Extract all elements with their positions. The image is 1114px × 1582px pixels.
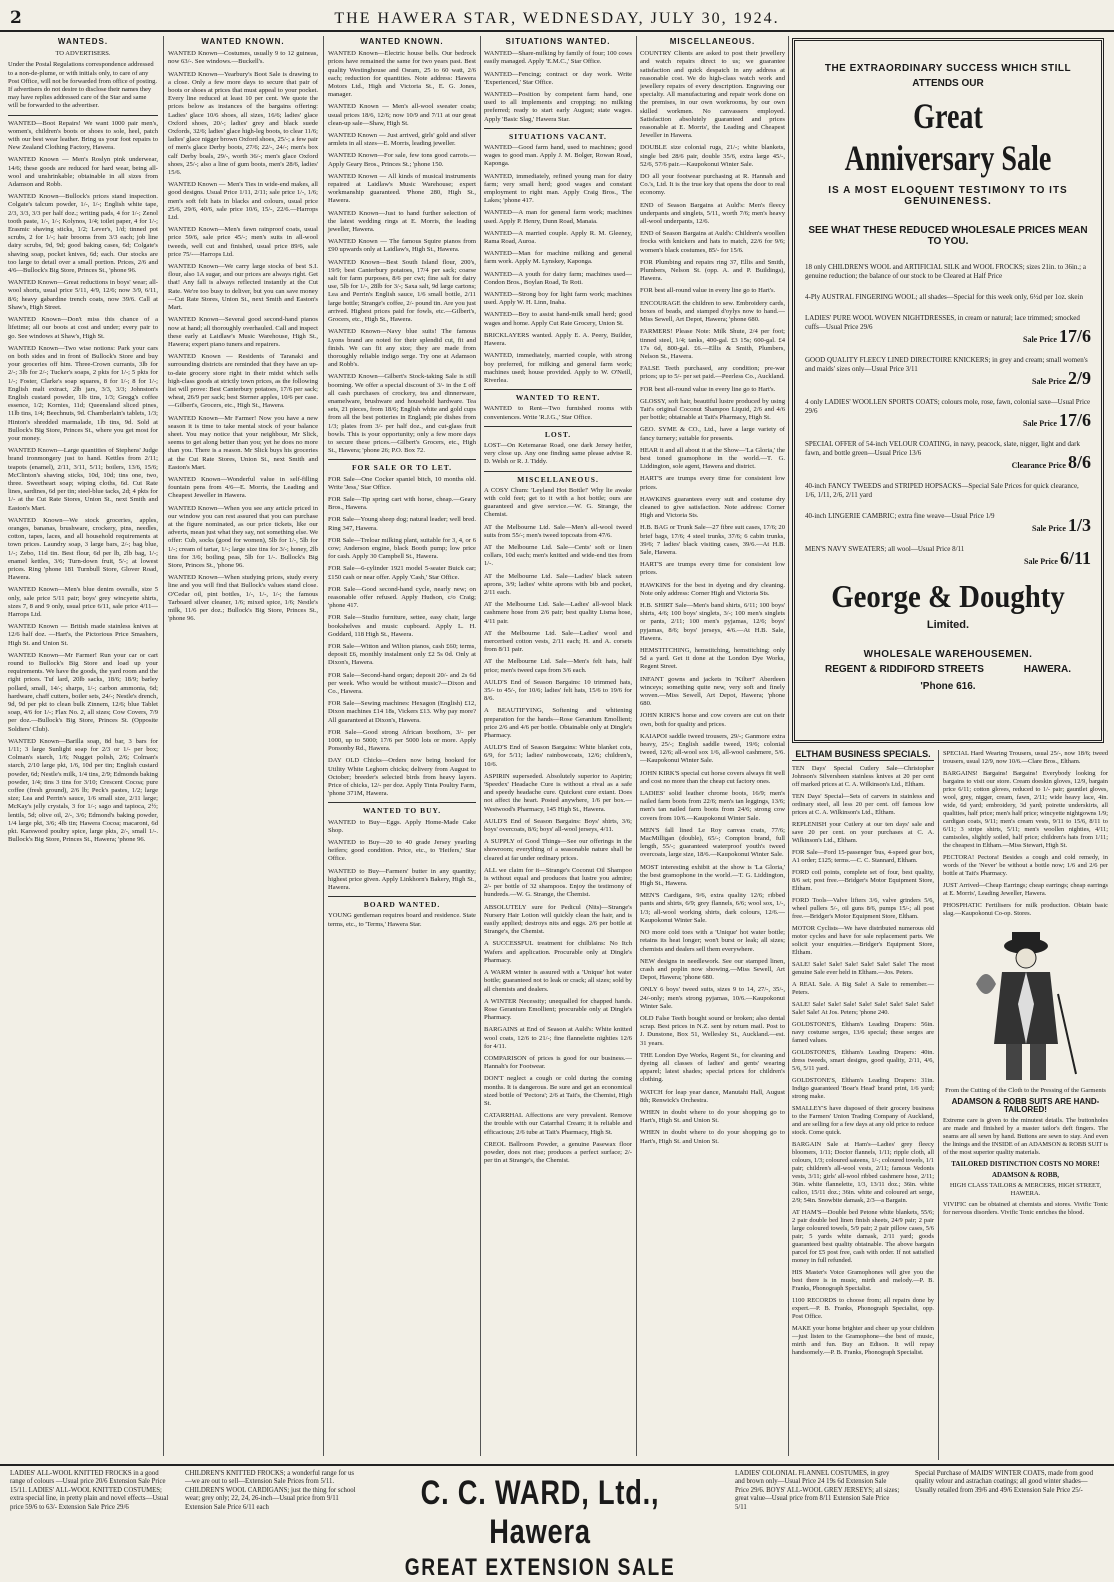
classified-ad: WANTED Known — Just arrived, girls' gold and silver armlets in all sizes—E. Morris, leading jeweller. xyxy=(328,132,476,148)
classified-ad: TEN Days' Special Cutlery Sale—Christopher Johnson's Silversheen stainless knives at 20 per cent off marked prices at C. A. Wilkinson's Ltd., Eltham. xyxy=(792,765,934,788)
classified-ad: WANTED Known—Don't miss this chance of a lifetime; all our boots at cost and under; every pair to go. See windows at Shaw's, High St. xyxy=(8,316,158,340)
classified-ad: WATCH for leap year dance, Manutahi Hall, August 8th; Renwick's Orchestra. xyxy=(640,1088,785,1104)
classified-ad: SMALLEY'S have disposed of their grocery business to the Farmers' Union Trading Company of Auckland, and are selling for a few days at any old price to reduce stock. Come quick. xyxy=(792,1105,934,1136)
classified-ad: WANTED—Share-milking by family of four; 100 cows easily managed. Apply 'E.M.C.,' Star Office. xyxy=(484,50,632,66)
sale-item-text: LADIES' PURE WOOL WOVEN NIGHTDRESSES, in cream or natural; lace trimmed; smocked cuffs—Usual Price 29/6 xyxy=(805,314,1080,331)
classified-ad: FORD coil points, complete set of four, best quality, 8/6 set; post free.—Bridger's Motor Equipment Store, Eltham. xyxy=(792,869,934,892)
masthead xyxy=(0,0,1114,32)
misc-list xyxy=(640,50,785,1146)
classified-ad: HEMSTITCHING, hemstitching, hemstitching; only 5d a yard. Get it done at the London Dye Works, Regent Street. xyxy=(640,647,785,671)
classified-ad: FALSE Teeth purchased, any condition; pre-war prices; up to 5/- per set paid.—Peerless Co., Auckland. xyxy=(640,365,785,381)
column-heading: WANTED KNOWN. xyxy=(201,37,285,46)
column-wanteds xyxy=(8,36,158,1456)
tailor-tagline: TAILORED DISTINCTION COSTS NO MORE! xyxy=(951,1160,1100,1168)
sale-item-text: GOOD QUALITY FLEECY LINED DIRECTOIRE KNICKERS; in grey and cream; small women's and maids' sizes only—Usual Price 3/11 xyxy=(805,356,1088,373)
classified-ad: WANTED Known—We carry large stocks of best S.I. flour, also 1A sugar, and our prices are always right. Get that! Any fall is always reflected instantly at the Cut Rate. We're too busy to deliver, but you can save money—Cut Rate Stores, Union St., next Smith and Easton's Mart. xyxy=(168,263,318,312)
tailor-name: ADAMSON & ROBB, xyxy=(991,1171,1060,1179)
classified-ad: LOST—On Ketemarae Road, one dark Jersey heifer, very close up. Any one finding same please advise R. D. Welsh or R. J. Tiddy. xyxy=(484,441,632,466)
classified-ad: FOR Sale—Good second-hand cycle, nearly new; on reasonable offer refused. Apply Hudson, c/o Craig; 'phone 417. xyxy=(328,585,476,610)
classified-ad: FOR Sale—Studio furniture, settee, easy chair, large bookshelves and music cupboard. Apply L. H. Goddard, 118 High St., Hawera. xyxy=(328,614,476,638)
classified-ad: FOR Sale—Ford 15-passenger 'bus, 4-speed gear box, A1 order; £125; terms.—C. C. Stannard, Eltham. xyxy=(792,849,934,864)
classified-ad: ASPIRIN superseded. Absolutely superior to Aspirin; 'Speedex' Headache Cure is without a rival as a safe and speedy headache cure. Quickest cure extant. Does not affect the heart. Posted anywhere, 1/6 per box.—Westwood's Pharmacy, 145 High St., Hawera. xyxy=(484,772,632,813)
classified-ad: WANTED Known—Large quantities of Stephens' Judge brand ironmongery just to hand. Kettles from 2/11; teapots (enamel), 2/11, 3/11, 5/11; boilers, 13/6, 15/6; McClinton's shaving sticks, 10d, 10d; tins one, two, three. Sweetheart soap; wiping cloths, 6d. Cut Rate lines, sardines, 6d per tin; steel-blue tacks, 2d; 4 pkts for 1/- at the Cut Rate Stores, Union St., next Smith and Easton's Mart. xyxy=(8,447,158,512)
classified-ad: WANTED Known—Barilla soap, 8d bar, 3 bars for 1/11; 3 large Sunlight soap for 2/3 or 1/- per box; Colman's starch, 1/6; Nugget polish, 2/6; Colman's starch, 2/10 large pkt, 1/6, 10d per tin; English custard powder, 6d; Nestle's milk, 1/4 tins, 2/9; Edmonds baking powder, 1/4; tins 3 tins for 3/10; Crescent Cocoa; pure coffee (fresh ground), 2/6 lb; Peck's pastes, 1/2; large size; Lea and Perrin's sauce, 1/6 small size, 2/11 large; McKay's jelly crystals, 3 for 1/-; sago and tapioca, 2½; lentils, 5d; olive oil, 2/-, 3/6; Edmond's baking powder, 1/4 large pkt, 3/6; 4lb tin; Hawera Cocoa; macaroni, 6d pkt. Karswood poultry spice, large pkts, 2/-, small 1/-. Bullock's Big Store, Princes St., Hawera; 'phone 96. xyxy=(8,737,158,844)
ad-list xyxy=(328,50,476,455)
right-ads-list xyxy=(943,750,1108,918)
classified-ad: JOHN KIRK'S horse and cow covers are cut on their own, both for quality and prices. xyxy=(640,712,785,728)
classified-ad: WANTED Known—Costumes, usually 9 to 12 guineas, now 63/-. See windows.—Buckell's. xyxy=(168,50,318,66)
classified-ad: SALE! Sale! Sale! Sale! Sale! Sale! Sale! The most genuine Sale ever held in Eltham.—Jos. Peters. xyxy=(792,961,934,976)
classified-ad: WANTED to Rent—Two furnished rooms with conveniences. Write 'R.J.G.,' Star Office. xyxy=(484,405,632,421)
ad-town: HAWERA. xyxy=(1023,664,1071,675)
classified-ad: H.B. SHIRT Sale—Men's band shirts, 6/11; 100 boys' shirts, 4/6; 100 boys' singlets, 3/-; 100 men's singlets or pants, 2/11; 100 men's pyjamas, 12/6; boys' pyjamas, 8/6; boys' jerseys, 4/6.—At H.B. Sale, Hawera. xyxy=(640,601,785,642)
classified-ad: ONLY 6 boys' tweed suits, sizes 9 to 14, 27/-, 35/-, 24/-only; men's strong pyjamas, 10/6.—Kaupokonui Winter Sale. xyxy=(640,986,785,1010)
classified-ad: FOR Sale—Young sheep dog; natural leader; well bred. Ring 347, Hawera. xyxy=(328,516,476,532)
classified-ad: AT the Melbourne Ltd. Sale—Men's felt hats, half price; men's tweed caps from 3/6 each. xyxy=(484,658,632,674)
classified-ad: ABSOLUTELY sure for Pedicul (Nits)—Strange's Nursery Hair Lotion will quickly clean the hair, and is easily applied; destroys nits and eggs. 2/6 per bottle at Strange's, the Chemist. xyxy=(484,903,632,936)
classified-ad: HEAR it and all about it at the Show—'La Gloria,' the best toned gramophone in the world.—T. G. Liddington, sole agent, Hawera and district. xyxy=(640,446,785,471)
sale-item-price: Sale Price 17/6 xyxy=(1023,410,1091,430)
classified-ad: HART'S are trumps every time for consistent low prices. xyxy=(640,561,785,577)
classified-ad: AT the Melbourne Ltd. Sale—Ladies' all-wool black cashmere hose from 2/6 pair; best quality Lisma hose, 4/11 pair. xyxy=(484,601,632,625)
column-heading: WANTEDS. xyxy=(57,37,109,46)
classified-ad: WANTED Known — All kinds of musical instruments repaired at Laidlaw's Music Warehouse; expert workmanship guaranteed. 'Phone 280, High St., Hawera. xyxy=(328,172,476,205)
classified-ad: WANTED to Buy—Eggs. Apply Home-Made Cake Shop. xyxy=(328,818,476,834)
classified-ad: MAKE your home brighter and cheer up your children—just listen to the Gramophone—the best of music, mirth and fun. Buy an Edison. It will repay handsomely.—P. B. Franks, Phonograph Specialist. xyxy=(792,1325,934,1356)
notice-heading: TO ADVERTISERS. xyxy=(55,50,111,58)
sale-item-text: 40-inch LINGERIE CAMBRIC; extra fine weave—Usual Price 1/9 xyxy=(805,512,995,520)
adamson-robb-advertisement xyxy=(943,924,1108,1217)
sale-item-text: SPECIAL OFFER of 54-inch VELOUR COATING, in navy, peacock, slate, nigger, light and dark fawn, and bottle green—Usual Price 13/6 xyxy=(805,440,1080,457)
classified-ad: AT HAM'S—Double bed Petone white blankets, 55/6; 2 pair double bed linen finish sheets, 24/9 pair; 2 pair large coloured towels, 5/9 pair; 2 pair pillow cases, 5/6 pair; 5 yards white damask, 2/11 yard; goods guaranteed best quality obtainable. The above bargain parcel for £5 post free, cash with order. If not satisfied money in full refunded. xyxy=(792,1209,934,1264)
tailor-body: Extreme care is given to the minutest details. The buttonholes are made and finished by a master tailor's deft fingers. The seams are all sewn by hand. Buttons are sewn to stay. And even the linings and the INSIDE of an ADAMSON & ROBB SUIT is of the most superior quality materials. xyxy=(943,1117,1108,1156)
classified-ad: WANTED Known—For sale, few tons good carrots.—Apply Geary Bros., Princes St.; 'phone 150. xyxy=(328,152,476,168)
classified-ad: WANTED Known—Yearbury's Boot Sale is drawing to a close. Only a few more days to secure that pair of boots or shoes at prices that must appeal to your pocket. Every line reduced at least 10 per cent. We quote the prices below as instances of the bargains offering: Ladies' glace 10/6 shoes, all sizes, 16/6; ladies' glace Oxford shoes, 20/-; ladies' grey and black suede Oxfords, 32/6; ladies' glace high-leg boots, to clear 11/6; ladies' glace nigger brown Oxford shoes, 25/-; a few pair of men's glace Derby boots, 27/6; 22/-, 24/-; men's box calf Derby boals, 29/-, worth 36/-; men's glace Oxford shoes, 25/-; also a line of gum boots, men's 28/6, ladies' 15/6. xyxy=(168,70,318,177)
misc-heading: MISCELLANEOUS. xyxy=(517,474,599,484)
classified-ad: WANTED Known—Mr Farmer! Run your car or cart round to Bullock's Big Store and load up your requirements. We have the goods, the yard room and the right prices. Tuf lard, 20lb sacks, 18/6; 18/9; barley pollard, small, 14/-; sharps, 1/-; carbon ammonia, 6d; hardware, chaff cutters, boiler sets, 24/-; Nestle's drench, 9d, 9d per pkt to clean bulk Zinnem, 12/6; blue Tablet soap, 4/6 for 1/-; Flax No. 2, all sizes; Cow Covers, 7/9 per doz.—Bullock's Big Store, Princes St. (Opposite Soldiers' Club). xyxy=(8,651,158,733)
classified-ad: CATARRHAL Affections are very prevalent. Remove the trouble with our Catarrhal Cream; it is reliable and efficacious; 2/6 tube at Tait's Pharmacy, High St. xyxy=(484,1112,632,1136)
classified-ad: WANTED Known—Bullock's prices stand inspection. Colgate's talcum powder, 1/-, 1/-; English white tape, 2/3, 3/3, 3/3 per half doz.; writing pads, 4 for 1/-; Zenol tooth paste, 1/-, 1/-; Kolynos, 1/4; toilet paper, 4 for 1/-; Erasmic shaving sticks, 1/2; Lever's, 1/d; tinned pot scrubs, 2 for 1/-; hair brooms from 3/3 each; job line dairy scrubs, 9d, 9d; good baking cases, 6d; Colgate's shaving soap, pocket knives, 6d; each. Our stocks are too large to detail over a small portion. Prices, 2/6 and 4/6—Bullock's Big Store, Princes St., 'phone 96. xyxy=(8,193,158,275)
classified-ad: TEN Days' Special—Sets of carvers in stainless and ordinary steel, all less 20 per cent. off famous low prices at C. A. Wilkinson's Ltd., Eltham. xyxy=(792,793,934,816)
classified-ad: WANTED Known—Great reductions in boys' wear; all-wool shorts, usual price 5/11, 4/9, 12/6; now 3/9, 6/11, 8/6; heavy gabardine trench coats, now 39/6. Call at Shaw's, High Street. xyxy=(8,279,158,311)
ad-brand: George & Doughty xyxy=(831,578,1065,614)
classified-ad: WANTED Known — Men's all-wool sweater coats; usual prices 18/6, 12/6; now 10/9 and 7/11 at our great clean-up sale—Shaw, High St. xyxy=(328,103,476,127)
ad-subline-2: SEE WHAT THESE REDUCED WHOLESALE PRICES MEAN TO YOU. xyxy=(808,225,1088,247)
ad-list xyxy=(168,50,318,623)
classified-ad: A COSY Chum: 'Leyland Hot Bottle!' Why lie awake with cold feet; get to it with a hot bottle; ours are guaranteed and give service.—W. G. Strange, the Chemist. xyxy=(484,486,632,519)
classified-ad: COUNTRY Clients are asked to post their jewellery and watch repairs direct to us; we guarantee satisfaction and quick despatch in any address at reasonable cost. We do high-class watch work and jewellery repairs of every description. Engraving our specialty. All manufacturing and repair work done on the premises, in our own workrooms, by our own skilled workmen. No canvassers employed. Satisfaction absolutely guaranteed and prices reasonable at E. Morris', the Leading and Cheapest Jeweller in Hawera. xyxy=(640,50,785,140)
classified-ad: THE London Dye Works, Regent St., for cleaning and dyeing all classes of ladies' and gents' wearing apparel; latest shades; special prices for children's clothing. xyxy=(640,1051,785,1084)
classified-ad: NEW designs in needlework. See our stamped linen, crash and poplin now showing.—Miss Sewell, Art Depot, Hawera; 'phone 680. xyxy=(640,957,785,982)
sale-item-price: Sale Price 1/3 xyxy=(1032,515,1091,535)
classified-ad: HIS Master's Voice Gramophones will give you the best there is in music, mirth and melody.—P. B. Franks, Phonograph Specialist. xyxy=(792,1269,934,1292)
for-sale-heading: FOR SALE OR TO LET. xyxy=(351,463,453,473)
classified-ad: MOTOR Cyclists—We have distributed numerous old motor cycles and have for sale replacement parts. We solicit your enquiries.—Bridger's Equipment Store, Eltham. xyxy=(792,925,934,956)
ad-address xyxy=(805,664,1091,675)
column-heading: MISCELLANEOUS. xyxy=(669,37,756,46)
classified-ad: PHOSPHATIC Fertilisers for milk production. Obtain basic slag.—Kaupokonui Co-op. Stores. xyxy=(943,902,1108,917)
classified-ad: GOLDSTONE'S, Eltham's Leading Drapers: 56in. navy costume serges, 13/6 special; these serges are famed values. xyxy=(792,1021,934,1044)
classified-ad: A WINTER Necessity; unequalled for chapped hands. Rose Geranium Emollient; procurable only at Dingle's Pharmacy. xyxy=(484,997,632,1022)
classified-ad: WANTED Known—Wonderful value in self-filling fountain pens from 4/6—E. Morris, the Leading and Cheapest Jeweller in Hawera. xyxy=(168,475,318,500)
classified-ad: WANTED Known—Mr Farmer! Now you have a new season it is time to take mental stock of your balance sheet. You may notice that your neighbour, Mr Slick, seems to get along better than you; yet he does no more than you. There is a reason. Mr Slick buys his groceries at the Cut Rate Stores, Union St., next Smith and Easton's Mart. xyxy=(168,414,318,471)
classified-ad: BARGAINS at End of Season at Auld's: White knitted wool coats, 12/6 to 21/-; fine flannelette nighties 12/6 for 4/11. xyxy=(484,1026,632,1050)
ad-list xyxy=(8,120,158,845)
lost-heading: LOST. xyxy=(544,429,572,439)
classified-ad: HAWKINS for the best in dyeing and dry cleaning. Note only address: Corner High and Victoria Sts. xyxy=(640,581,785,597)
classified-ad: DO all your footwear purchasing at R. Hannah and Co.'s, Ltd. It is the true key that opens the door to real economy. xyxy=(640,173,785,197)
classified-ad: WANTED to Buy—Farmers' butter in any quantity; highest price given. Apply Linkhorn's Bakery, High St., Hawera. xyxy=(328,867,476,892)
column-heading: SITUATIONS WANTED. xyxy=(505,37,611,46)
classified-ad: WANTED—A youth for dairy farm; machines used—Condon Bros., Boylan Road, Te Roti. xyxy=(484,270,632,286)
classified-ad: A REAL Sale. A Big Sale! A Sale to remember.—Peters. xyxy=(792,981,934,996)
classified-ad: H.B. BAG or Trunk Sale—27 fibre suit cases, 17/6; 20 brief bags, 17/6; 4 steel trunks, 37/6; 6 cabin trunks, 39/6; 7 ladies' black visiting cases, 39/6.—At H.B. Sale, Hawera. xyxy=(640,524,785,556)
tailor-address: HIGH CLASS TAILORS & MERCERS, HIGH STREET, HAWERA. xyxy=(949,1182,1102,1197)
classified-ad: AULD'S End of Season Bargains: White blanket cots, 6/9, for 5/11; ladies' rainbowcoats, 12/6; children's, 10/6. xyxy=(484,744,632,768)
classified-ad: END of Season Bargains at Auld's: Men's fleecy underpants and singlets, 5/11, worth 7/6; men's heavy all-wool underpants, 12/6. xyxy=(640,201,785,226)
classified-ad: FOR Sale—6-cylinder 1921 model 5-seater Buick car; £150 cash or near offer. Apply 'Cash,' Star Office. xyxy=(328,565,476,581)
sale-item-price: Sale Price 2/9 xyxy=(1032,368,1091,388)
sale-item xyxy=(805,398,1091,428)
classified-ad: FOR Sale—Good strong African boxthorn, 3/- per 1000, up to 5000; 17/6 per 5000 lots or more. Apply Ponsonby Rd., Hawera. xyxy=(328,728,476,753)
sale-item-price: Sale Price 6/11 xyxy=(1024,548,1091,568)
eltham-heading: ELTHAM BUSINESS SPECIALS. xyxy=(792,750,934,761)
sale-item-text: 40-inch FANCY TWEEDS and STRIPED HOPSACKS—Special Sale Prices for quick clearance, 1/6, 1/11, 2/6, 2/11 yard xyxy=(805,482,1079,499)
classified-ad: FOR Sale—Tip spring cart with horse, cheap.—Geary Bros., Hawera. xyxy=(328,495,476,512)
classified-ad: GOLDSTONE'S, Eltham's Leading Drapers: 31in. Indigo guaranteed 'Boar's Head' brand print, 1/6 yard; strong make. xyxy=(792,1077,934,1100)
classified-ad: INFANT gowns and jackets in 'Kilter!' Aberdeen winceys; something quite new, very soft and finely woven.—Miss Sewell, Art Depot, Hawera; 'phone 680. xyxy=(640,675,785,708)
classified-ad: WANTED—Position by competent farm hand, one used to all implements and cropping; no milking preferred; ready to start early August; state wages. Apply 'Basic Slag,' Hawera Star. xyxy=(484,91,632,123)
classified-ad: AT the Melbourne Ltd. Sale—Ladies' wool and mercerised cotton vests, 2/11 each; H. and A. corsets from 8/11 pair. xyxy=(484,629,632,654)
classified-ad: WANTED Known—Navy blue suits! The famous Lyons brand are noted for their splendid cut, fit and finish. We can fit any size; they are made from thoroughly reliable indigo serge. Try one at Adamson and Robb's. xyxy=(328,328,476,369)
sale-item xyxy=(805,545,1091,566)
classified-ad: DAY OLD Chicks—Orders now being booked for Utility White Leghorn chicks; delivery from August to October; breeder's selected birds from heavy layers. Price of chicks, 12/- per doz. Apply Tinta Poultry Farm, 'phone 371M, Hawera. xyxy=(328,757,476,798)
ad-items xyxy=(805,263,1091,566)
ad-business-type: WHOLESALE WAREHOUSEMEN. xyxy=(863,649,1033,660)
classified-ad: WANTED Known—When studying prices, study every line and you will find that Bullock's values stand close. O'Cedar oil, pint bottles, 1/-, 1/-, 1/-; the famous Tarboard silver cleaner, 1/6; mixed spice, 1/6; Nestle's milk, 11/6 per doz.; Bullock's Big Store, Princes St., 'phone 96. xyxy=(168,574,318,623)
classified-ad: A WARM winter is assured with a 'Unique' hot water bottle; guaranteed not to leak or crack; all sizes; sold by all chemists and dealers. xyxy=(484,969,632,993)
classified-ad: WANTED Known — British made stainless knives at 12/6 half doz. —Hart's, the Pictorious Price Smashers, High St. and Union St. xyxy=(8,623,158,647)
classified-ad: WANTED—Man for machine milking and general farm work. Apply M. Lynskey, Kaponga. xyxy=(484,250,632,266)
ad-intro: THE EXTRAORDINARY SUCCESS WHICH STILL xyxy=(824,63,1072,74)
classified-ad: FOR Sale—Second-hand organ; deposit 20/- and 2s 6d per week. Who would be without music?—Dixon and Co., Hawera. xyxy=(328,671,476,696)
classified-ad: 1100 RECORDS to choose from; all repairs done by expert.—P. B. Franks, Phonograph Specialist, opp. Post Office. xyxy=(792,1297,934,1320)
classified-ad: WANTED Known—Just to hand further selection of the latest wedding rings at E. Morris, the leading jeweller, Hawera. xyxy=(328,209,476,234)
sale-item xyxy=(805,263,1091,281)
classified-ad: FOR Sale—One Cocker spaniel bitch, 10 months old. Write 'Jess,' Star Office. xyxy=(328,475,476,491)
column-wanted-known-2 xyxy=(328,36,476,1456)
sale-item-price: Clearance Price 8/6 xyxy=(1011,452,1091,472)
ad-intro-2: ATTENDS OUR xyxy=(912,78,984,89)
classified-ad: WANTED Known—Several good second-hand pianos now at hand; all thoroughly overhauled. Call and inspect these early at Laidlaw's Music Warehouse, High St., Hawera; expert piano tuners and repairers. xyxy=(168,316,318,348)
situations-wanted-list xyxy=(484,50,632,124)
classified-ad: WANTED Known—Electric house bells. Our bedrock prices have remained the same for two years past. Best quality Westinghouse and Osram, 25 to 60 watt, 2/6 each; reduction for quantities. Note address: Hawera Motors Ltd., High and Victoria St., E. G. Jones, manager. xyxy=(328,50,476,99)
classified-ad: A SUPPLY of Good Things—See our offerings in the showroom; everything of a seasonable nature shall be cleared at far under ordinary prices. xyxy=(484,838,632,862)
classified-ad: GEO. SYME & CO., Ltd., have a large variety of fancy turnery; suitable for presents. xyxy=(640,426,785,442)
classified-ad: FOR Plumbing and repairs ring 37, Ellis and Smith, Plumbers, Nelson St. (opp. A. and P. Buildings), Hawera. xyxy=(640,258,785,283)
classified-ad: MOST interesting exhibit at the show is 'La Gloria,' the best gramophone in the world.—T. G. Liddington, High St., Hawera. xyxy=(640,863,785,888)
classified-ad: WANTED Known—We stock groceries, apples, oranges, bananas, brushware, crockery, pins, needles, cotton, tapes, laces, and all household requirements at town prices. Laundry soap, 3 large bars, 2/-; bag blue, 1/-; Zebo, 11d tin. Best flour, 6d per lb, 2lb bag, 1/-; enamel kettles, 3/6; Turn-down fruit, 5/-; at lowest prices. Ring 'phone 181 Turnbull Store, Glover Road, Hawera. xyxy=(8,516,158,582)
classified-ad: ENCOURAGE the children to sew. Embroidery cards, boxes of beads, and stamped d'oylys now to hand.—Miss Sewell, Art Depot, Hawera; 'phone 680. xyxy=(640,299,785,324)
classified-ad: HART'S are trumps every time for consistent low prices. xyxy=(640,475,785,491)
ward-ad-flannel: LADIES' COLONIAL FLANNEL COSTUMES, in grey and brown only—Usual Price 24 19s 6d Extension Sale Price 29/6. BOYS' ALL-WOOL GREY JERSEYS; all sizes; great value—Usual price from 8/11 Extension Sale Price 5/11 xyxy=(735,1470,900,1511)
classified-ad: AT the Melbourne Ltd. Sale—Men's all-wool tweed suits from 55/-; men's tweed topcoats from 47/6. xyxy=(484,523,632,539)
sale-item-price: Sale Price 17/6 xyxy=(1023,326,1091,346)
sale-item-text: 18 only CHILDREN'S WOOL and ARTIFICIAL SILK and WOOL FROCKS; sizes 21in. to 36in.; a genuine reduction; the balance of our stock to be Cleared at Half Price xyxy=(805,263,1086,280)
classified-ad: WANTED Known—Best South Island flour, 200's, 19/9; best Canterbury potatoes, 17/4 per sack; coarse salt for farm purposes, 8/6 per cwt; fine salt for dairy use, 5lb for 1/-, 28lb for 3/-; Saxa salt, 9d large cartons; Lea and Perrin's English sauce, 1/6 small bottle, 2/11 large bottle; Strange's coffee, 2/- pound tin. Are you just arrived. Highest prices paid for fowls, etc.—Gilbert's, Grocers, etc., High St., Hawera. xyxy=(328,258,476,324)
ad-subline: IS A MOST ELOQUENT TESTIMONY TO ITS GENUINENESS. xyxy=(828,185,1068,207)
classified-ad: FOR Sale—Treloar milking plant, suitable for 3, 4, or 6 cow; Anderson engine, black Booth pump; low price for cash. Apply 30 Campbell St., Hawera. xyxy=(328,536,476,561)
ad-brand-limited: Limited. xyxy=(926,619,970,631)
classified-ad: YOUNG gentleman requires board and residence. State terms, etc., to 'Terms,' Hawera Star. xyxy=(328,912,476,928)
eltham-list xyxy=(792,765,934,1357)
ward-ad-childrens: CHILDREN'S KNITTED FROCKS; a wonderful range for us—we are out to sell—Extension Sale Prices from 5/11. CHILDREN'S WOOL CARDIGANS; just the thing for school wear; grey only; 22, 24, 26-inch—Usual price from 9/11 Extension Sale Price 6/11 each xyxy=(185,1470,356,1511)
classified-ad: SALE! Sale! Sale! Sale! Sale! Sale! Sale! Sale! Sale! Sale! Sale! At Jos. Peters; 'phone 240. xyxy=(792,1001,934,1016)
classified-ad: WANTED, immediately, married couple, with strong boy preferred, for milking and general farm work; machines used; house provided. Apply to W. O'Neill, Riverlea. xyxy=(484,352,632,384)
advertisers-notice: Under the Postal Regulations correspondence addressed to a non-de-plume, or with initials only, to care of any Post Office, will not be forwarded from office of posting. If advertisers do not desire to disclose their names they may have replies addressed care of the Star and same will be forwarded to the advertiser. xyxy=(8,61,158,110)
classified-ad: WANTED Known—Men's blue denim overalls, size 5 only, sale price 5/11 pair; boys' grey wincyette shirts, sizes 7, 8 and 9 only, usual price 6/11, sale price 4/11—Harrops Ltd. xyxy=(8,586,158,618)
classified-ad: WANTED Known—Men's fawn rainproof coats, usual price 59/6, sale price 45/-; men's suits in all-wool tweeds, well cut and finished, usual price 89/6, sale price 75/-—Harrops Ltd. xyxy=(168,226,318,258)
classified-ad: WANTED Known — Men's Roslyn pink underwear, 14/6; these goods are reduced for hard wear, being all-wool and unshrinkable; obtainable in all sizes from Adamson and Robb. xyxy=(8,156,158,189)
classified-ad: COMPARISON of prices is good for our business.—Hannah's for Footwear. xyxy=(484,1054,632,1071)
ward-ad-centre xyxy=(370,1474,710,1582)
classified-ad: FARMERS! Please Note: Milk Shute, 2/4 per foot; tinned steel, 1/4; tanks, 400-gal. £3 15s; 600-gal. £4 17s 6d, 800-gal. £6.—Ellis & Smith, Plumbers, Nelson St., Hawera. xyxy=(640,328,785,360)
for-sale-list xyxy=(328,476,476,799)
tailor-headline: ADAMSON & ROBB SUITS ARE HAND-TAILORED! xyxy=(951,1097,1100,1114)
eltham-specials xyxy=(792,750,934,1460)
classified-ad: AT the Melbourne Ltd. Sale—Ladies' black sateen aprons, 3/9; ladies' white aprons with bib and pocket, 2/11 each. xyxy=(484,572,632,596)
tailored-man-illustration xyxy=(966,924,1086,1084)
classified-ad: GLOSSY, soft hair, beautiful lustre produced by using Tait's original Coconut Shampoo Liquid, 2/6 and 4/6 per bottle; obtainable at Tait's Pharmacy, High St. xyxy=(640,397,785,422)
ward-ad-ladies-frocks: LADIES' ALL-WOOL KNITTED FROCKS in a good range of colours —Usual price 20/6 Extension Sale Price 15/11. LADIES' ALL-WOOL KNITTED COSTUMES; extra special line, in pretty plain and novel effects—Usual price 59/6 to 63/- Extension Sale Price 29/6 xyxy=(10,1470,169,1511)
vivific-ad: VIVIFIC can be obtained at chemists and stores. Vivific Tonic for nervous disorders. Vivific Tonic enriches the blood. xyxy=(943,1201,1108,1216)
board-wanted-list xyxy=(328,912,476,928)
sale-item-text: MEN'S NAVY SWEATERS; all wool—Usual Price 8/11 xyxy=(805,545,965,553)
classified-ad: MEN'S Cardigans, 9/6, extra quality 12/6; ribbed pants and shirts, 6/9; grey flannels, 6/6; wool sox, 1/-, 1/3; all-wool working shirts, dark colours, 12/6.—Kaupokonui Winter Sale. xyxy=(640,892,785,924)
classified-ad: WANTED, immediately, refined young man for dairy farm; very small herd; good wages and constant employment to right man. Apply Craig Bros., The Lakes; 'phone 417. xyxy=(484,172,632,205)
page-number: 2 xyxy=(10,8,22,28)
classified-ad: WANTED Known — Men's Ties in wide-end makes, all good designs. Usual Price 1/11, 2/11; sale price 1/-, 1/6; men's soft felt hats in blacks and colours, usual price 25/6, 29/6, 40/6, sale price 10/6, 15/-, 22/6.—Harrops Ltd. xyxy=(168,181,318,222)
sale-item xyxy=(805,314,1091,344)
wanted-to-buy-list xyxy=(328,819,476,893)
classified-ad: WANTED—Strong boy for light farm work; machines used. Apply W. H. Linn, Inaha. xyxy=(484,291,632,307)
misc-list xyxy=(484,487,632,1166)
right-column xyxy=(943,750,1108,1460)
classified-ad: KAIAPOI saddle tweed trousers, 29/-; Ganmore extra heavy, 25/-; English saddle tweed, 19/6; colonial tweed, 12/6; all-wool sox 1/6, all-wool cashmere, 5/6.—Kaupokonui Winter Sale. xyxy=(640,732,785,765)
column-wanted-known-1 xyxy=(168,36,318,1456)
classified-ad: AULD'S End of Season Bargains: 10 trimmed hats, 35/- to 45/-, for 10/6; ladies' felt hats, 15/6 to 19/6 for 8/6. xyxy=(484,678,632,703)
classified-ad: FORD Tools—Valve lifters 3/6, valve grinders 5/6, wheel pullers 5/-, oil guns 8/6, pumps 15/-; all post free.—Bridger's Motor Equipment Store, Eltham. xyxy=(792,897,934,920)
classified-ad: AT the Melbourne Ltd. Sale—Cents' soft or linen collars, 10d each; men's knitted and wide-end ties from 1/-. xyxy=(484,543,632,568)
classified-ad: WANTED—Fencing; contract or day work. Write 'Experienced,' Star Office. xyxy=(484,70,632,86)
ad-headline: Great Anniversary Sale xyxy=(844,96,1052,178)
sale-item xyxy=(805,293,1091,302)
wanted-to-rent-heading: WANTED TO RENT. xyxy=(515,393,601,403)
classified-ad: REPLENISH your Cutlery at our ten days' sale and save 20 per cent. on your purchases at C. A. Wilkinson's Ltd., Eltham. xyxy=(792,821,934,844)
classified-ad: A BEAUTIFYING, Softening and whitening preparation for the hands—Rose Geranium Emollient; price 2/6 and 4/6 per bottle. Obtainable only at Dingle's Pharmacy. xyxy=(484,707,632,740)
board-wanted-heading: BOARD WANTED. xyxy=(363,900,441,910)
classified-ad: FOR best all-round value in every line go to Hart's. xyxy=(640,287,776,295)
classified-ad: DON'T neglect a cough or cold during the coming months. It is dangerous. Be sure and get an economical sized bottle of 'Pectora'; 2/6 at Tait's, the Chemist, High St. xyxy=(484,1075,632,1107)
classified-ad: WANTED Known—When you see any article priced in our window you can rest assured that you can purchase at the figure nominated, as our price tickets, like our adverts, mean just what they say, not something else. We offer: Cub, socks (good for women), 5lb for 1/-, 5lb for 1/-; cream of tartar, 1/-; large size tins for 3/-; honey, 2lb tins for 3/6; boiling peas, 5lb for 1/-. Bullock's Big Store, Princes St., 'phone 96. xyxy=(168,504,318,569)
classified-ad: A SUCCESSFUL treatment for chilblains: No Itch Wafers and application. Procurable only at Dingle's Pharmacy. xyxy=(484,940,632,964)
classified-ad: FOR best all-round value in every line go to Hart's. xyxy=(640,385,776,393)
sale-item-text: 4-Ply AUSTRAL FINGERING WOOL; all shades—Special for this week only, 6½d per 1oz. skein xyxy=(805,293,1083,301)
classified-ad: WHEN in doubt where to do your shopping go to Hart's, High St. and Union St. xyxy=(640,1108,785,1125)
classified-ad: FOR Sale—Witton and Wilton pianos, cash £60; terms, deposit £6, monthly instalment only £2 5s 0d. Only at Dixon's, Hawera. xyxy=(328,643,476,667)
classified-ad: AULD'S End of Season Bargains: Boys' shirts, 3/6; boys' overcoats, 8/6; boys' all-wool jerseys, 4/11. xyxy=(484,817,632,834)
classified-ad: BARGAINS! Bargains! Bargains! Everybody looking for bargains to visit our store. Cream doeskin gloves, 12/9, bargain price 6/11; cotton gloves, reduced to 1/- pair; gauntlet gloves, wool, grey, nigger, cream, fawn, 2/11; wide heavy lace, 4in. wide, 6d yard; embroidery, 3d yard; poirette underskirts, all qualities, half price; men's half price; wincyette nightgowns 1/9; cardigan coats, 9/11; men's cream vests, 9/11 to 15/6, 8/11 to 6/11; 3 stripe shirts, 5/11; men's woollen nighties, 4/11; camisoles, slightly soiled, half price; children's hats from 1/11; the cheapest in Eltham.—Miss Stewart, High St. xyxy=(943,770,1108,849)
classified-ad: WANTED to Buy—20 to 40 grade Jersey yearling heifers; good condition. Price, etc., to 'Heifers,' Star Office. xyxy=(328,839,476,863)
classified-ad: WANTED Known — The famous Squire pianos from £90 upwards only at Laidlaw's, High St., Hawera. xyxy=(328,238,476,254)
newspaper-title: THE HAWERA STAR, WEDNESDAY, JULY 30, 1924. xyxy=(334,10,780,27)
sale-item-text: 4 only LADIES' WOOLLEN SPORTS COATS; colours mole, rose, fawn, colonial saxe—Usual Price 29/6 xyxy=(805,398,1091,415)
classified-ad: SPECIAL Hard Wearing Trousers, usual 25/-, now 18/6; tweed trousers, usual 12/9, now 10/6.—Clare Bros., Eltham. xyxy=(943,750,1108,765)
ward-name: C. C. WARD, Ltd., Hawera xyxy=(420,1474,660,1551)
classified-ad: MEN'S fall lined Le Roy canvas coats, 77/6; MacMilligan (double), 65/-; Compton brand, full length, 55/-; guaranteed waterproof youth's tweed overcoats, large size, 18/6.—Kaupokonui Winter Sale. xyxy=(640,826,785,859)
classified-ad: BARGAIN Sale at Ham's—Ladies' grey fleecy bloomers, 1/11; Doctor flannels, 1/11; ripple cloth, all colours, 1/3; coloured sateens, 1/-; coloured towels, 1/1 pair; children's all-wool vests, 2/11; famous Vedonis vests, 3/11; girls' all-wool ribbed cashmere hose, 2/11; 36in. white flannelette, 1/3, 13/11 doz.; 36in. white calico, 15/11 doz.; 36in. white and coloured art serge, 2/9; 54in. Snowbite damask, 2/3—a Bargain. xyxy=(792,1141,934,1204)
classified-ad: JUST Arrived—Cheap Earrings; cheap earrings; cheap earrings at E. Morris', Leading Jeweller, Hawera. xyxy=(943,882,1108,897)
ward-ad-maids-coats: Special Purchase of MAIDS' WINTER COATS, made from good quality velour and astrachan coatings; all good winter shades—Usually retailed from 39/6 and 49/6 Extension Sale Price 25/- xyxy=(915,1470,1093,1494)
ward-sale-title: GREAT EXTENSION SALE xyxy=(404,1554,676,1581)
classified-ad: WANTED Known—Two wise notions: Park your cars on both sides and in front of Bullock's Store and buy your groceries off him. Three-Crown currants, 3lb for 2/-; 3lb for 2/-; Tucker's soaps, 2 pkts for 1/-; 5 pkts for 1/-; Foster, Clarke's soap squares, 8 for 1/-; 8 for 1/-; English malt extract, 2lb jars, 3/3, 3/3; Johnston's English custard powder, 1lb tins, 1/3; Gregg's coffee essence, 1/2; Kornies, 11d; Queensland sliced pines, 11lb tins, 1/4; Beechnuts, 9d. Chamberlain's tablets, 1/3; Hinton's shredded marmalade, 1lb tins, 9d. Sold at Bullock's Big Store, Princes St., where you get most for your money. xyxy=(8,344,158,442)
classified-ad: OLD False Teeth bought sound or broken; also dental scrap. Best prices in N.Z. sent by return mail. Post to J. Dunstone, Box 51, Wellesley St., Auckland.—est. 31 years. xyxy=(640,1014,785,1047)
ward-advertisement xyxy=(0,1464,1114,1581)
classified-ad: WANTED—Good farm hand, used to machines; good wages to good man. Apply J. M. Bolger, Rowan Road, Kaponga. xyxy=(484,144,632,168)
sale-item xyxy=(805,482,1091,500)
classified-ad: WANTED Known—Gilbert's Stock-taking Sale is still booming. We offer a special discount of 3/- in the £ off all cash purchases of crockery, tea and dinnerware, enamelware, brushware and household hardware. Tea sets, 21 pieces, from 18/6; English white and gold cups from all the best potteries in England; pie dishes from 1/3; plates from 3/- per half doz., and cut-glass fruit bowls. This is your opportunity; only a few more days to secure these prices.—Gilbert's Grocers, etc., High St., Hawera; 'phone 26; P.O. Box 72. xyxy=(328,373,476,455)
tailor-caption: From the Cutting of the Cloth to the Pressing of the Garments xyxy=(945,1087,1106,1094)
situations-vacant-heading: SITUATIONS VACANT. xyxy=(509,131,607,141)
george-doughty-advertisement xyxy=(792,38,1104,743)
wanted-to-rent-list xyxy=(484,405,632,421)
classified-ad: LADIES' solid leather chrome boots, 16/9; men's nailed farm boots from 22/6; men's tan leggings, 13/6; men's tan nailed farm boots from 24/6; strong cow covers from 10/6.—Kaupokonui Winter Sale. xyxy=(640,790,785,822)
classified-ad: FOR Sale—Sewing machines: Hexagon (English) £12, Dixon machines £14 18s, Vickers £13. Why pay more? All guaranteed at Dixon's, Hawera. xyxy=(328,700,476,724)
ad-street: REGENT & RIDDIFORD STREETS xyxy=(825,664,984,675)
classified-ad: GOLDSTONE'S, Eltham's Leading Drapers: 40in. dress tweeds, smart designs, good quality, 2/11, 4/6, 5/6, 5/11 yard. xyxy=(792,1049,934,1072)
column-miscellaneous xyxy=(640,36,785,1456)
classified-ad: NO more cold toes with a 'Unique' hot water bottle; retains its heat longer; won't burst or leak; all sizes; chemists and dealers sell them everywhere. xyxy=(640,929,785,953)
wanted-to-buy-heading: WANTED TO BUY. xyxy=(362,806,442,816)
situations-vacant-list xyxy=(484,144,632,385)
classified-ad: HAWKINS guarantees every suit and costume dry cleaned to give satisfaction. Note address: Corner High and Victoria Sts. xyxy=(640,495,785,520)
column-heading: WANTED KNOWN. xyxy=(360,37,444,46)
classified-ad: WANTED—A married couple. Apply R. M. Gleeney, Rama Road, Auroa. xyxy=(484,229,632,246)
classified-ad: WANTED—A man for general farm work; machines used. Apply P. Henry, Dunn Road, Manaia. xyxy=(484,209,632,225)
classified-ad: PECTORA! Pectora! Besides a cough and cold remedy, in words of the 'Never' be without a bottle now; 1/6 and 2/6 per bottle at Tait's Pharmacy. xyxy=(943,854,1108,877)
classified-ad: DOUBLE size colonial rugs, 21/-; white blankets, single bed 28/6 pair, double 35/6, extra large 45/-, 52/6, 57/6 pair.—Kaupokonui Winter Sale. xyxy=(640,144,785,168)
classified-ad: BRICKLAYERS wanted. Apply E. A. Peery, Builder, Hawera. xyxy=(484,331,632,348)
lost-list xyxy=(484,442,632,467)
classified-ad: WANTED—Boy to assist hand-milk small herd; good wages and home. Apply Cut Rate Grocery, Union St. xyxy=(484,311,632,327)
sale-item xyxy=(805,440,1091,470)
classified-ad: WANTED Known — Residents of Taranaki and surrounding districts are reminded that they have an up-to-date grocery store right in their midst which sells high-class goods at strictly town prices, as the following list will prove: Best Canterbury potatoes, 17/6 per sack; wheat, 26/9 per sack; best Sterner apples, 10/6 per case.—Gilbert's, Grocers, etc., High St., Hawera. xyxy=(168,353,318,410)
sale-item xyxy=(805,512,1091,533)
ad-phone: 'Phone 616. xyxy=(920,681,976,692)
classified-ad: END of Season Bargains at Auld's: Children's woollen frocks with knickers and hats to match, 22/6 for 9/6; women's black costumes, 85/- for 15/6. xyxy=(640,230,785,254)
column-situations xyxy=(484,36,632,1456)
classified-ad: WANTED—Boot Repairs! We want 1000 pair men's, women's, children's boots or shoes to sole, heel, patch with our best wear leather. Bring us your foot repairs to New Zealand Clothing Factory, Hawera. xyxy=(8,119,158,152)
classified-ad: WHEN in doubt where to do your shopping go to Hart's, High St. and Union St. xyxy=(640,1129,785,1145)
classified-ad: JOHN KIRK'S special cut horse covers always fit well and cost no more than the cheap cut factory ones. xyxy=(640,769,785,785)
classified-ad: ALL we claim for it—Strange's Coconut Oil Shampoo is without equal and produces that lustre you admire; 2/- per bottle of 32 shampoos. Enjoy the testimony of hundreds.—W. G. Strange, the Chemist. xyxy=(484,866,632,899)
sale-item xyxy=(805,356,1091,386)
classified-ad: CREOL Ballroom Powder, a genuine Pasewax floor powder, does not rise; produces a perfect surface; 2/- per tin at Strange's, the Chemist. xyxy=(484,1140,632,1165)
